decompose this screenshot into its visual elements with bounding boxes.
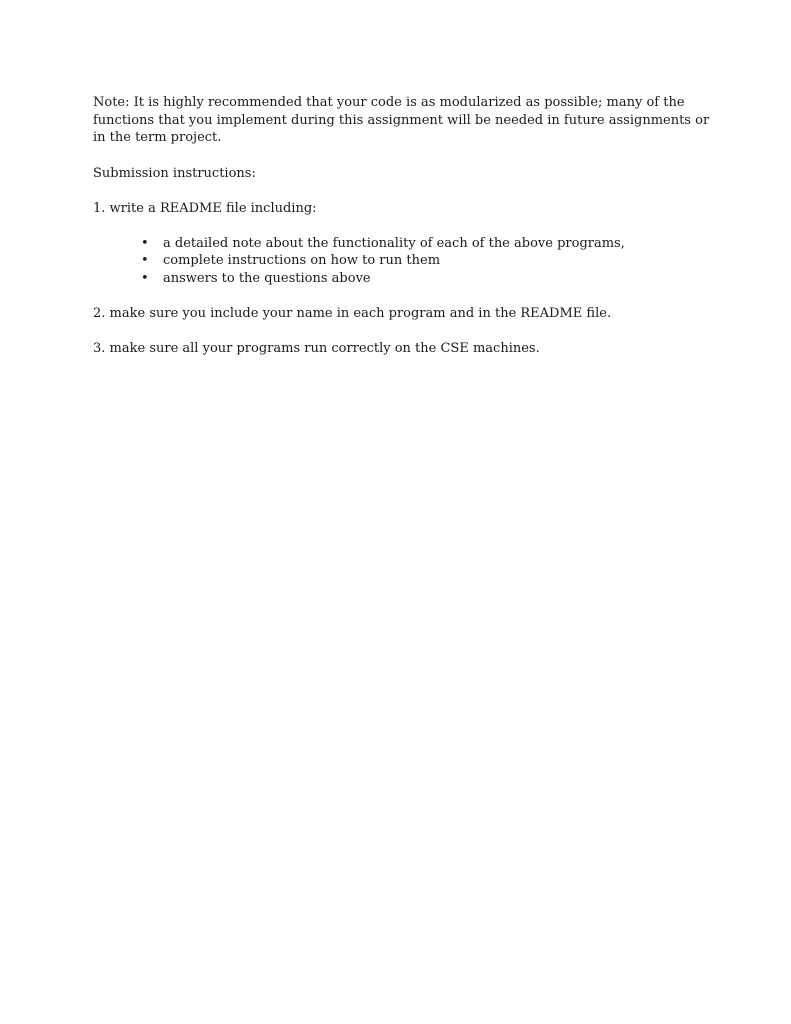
step-2-text: 2. make sure you include your name in each program and in the README file. bbox=[93, 306, 612, 321]
note-paragraph: Note: It is highly recommended that your code is as modularized as possible; many of the functions that you implement during this assignment will be needed in future assignments or in the term project. bbox=[93, 95, 710, 145]
list-item bbox=[141, 235, 713, 253]
bullet-icon: • bbox=[141, 253, 149, 268]
submission-instructions-heading: Submission instructions: bbox=[93, 165, 256, 181]
readme-contents-list bbox=[93, 235, 713, 288]
list-item-text: a detailed note about the functionality of each of the above programs, bbox=[163, 235, 625, 251]
bullet-icon: • bbox=[141, 235, 149, 251]
document-content bbox=[93, 94, 713, 357]
list-item bbox=[141, 252, 713, 270]
list-item-text: answers to the questions above bbox=[163, 270, 371, 286]
list-item bbox=[141, 270, 713, 288]
step-1-text: 1. write a README file including: bbox=[93, 201, 317, 216]
step-3-text: 3. make sure all your programs run correctly on the CSE machines. bbox=[93, 340, 540, 356]
list-item-text: complete instructions on how to run them bbox=[163, 253, 441, 268]
bullet-icon: • bbox=[141, 270, 149, 286]
